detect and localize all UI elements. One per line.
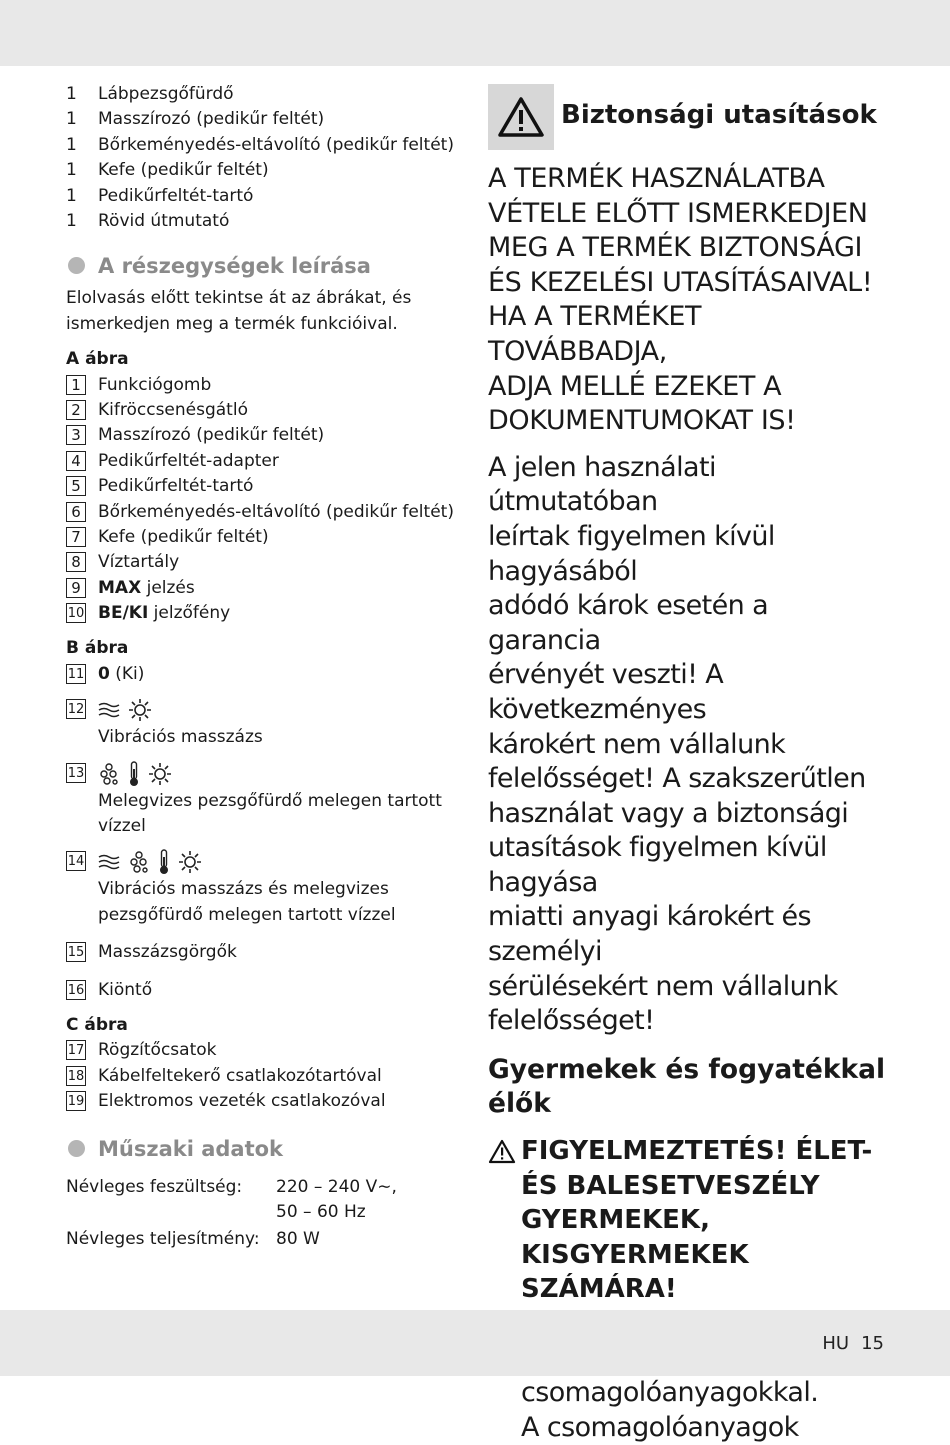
item-number-box: 1: [66, 375, 86, 395]
item-text: [98, 576, 195, 601]
list-item: [66, 695, 446, 725]
notice-line: MEG A TERMÉK BIZTONSÁGI: [488, 232, 863, 264]
list-item: [66, 759, 446, 789]
body-line: A jelen használati útmutatóban: [488, 451, 716, 518]
safety-body: [488, 451, 888, 1039]
item-number-box: 14: [66, 851, 86, 871]
item-number-box: 7: [66, 527, 86, 547]
item-text: Elektromos vezeték csatlakozóval: [98, 1091, 386, 1112]
description-line: Melegvizes pezsgőfürdő melegen tartott: [98, 790, 442, 811]
item-text: Pedikűrfeltét-adapter: [98, 450, 279, 471]
body-line: utasítások figyelmen kívül hagyása: [488, 832, 827, 898]
item-text: Masszírozó (pedikűr feltét): [98, 425, 325, 446]
list-item: [66, 662, 446, 687]
figure-b-label: B ábra: [66, 638, 129, 659]
heading-line: élők: [488, 1088, 551, 1120]
mode-icons: [98, 849, 202, 875]
item-text: Bőrkeményedés-eltávolító (pedikűr feltét): [98, 134, 454, 155]
parts-intro: [66, 286, 446, 337]
tech-specs: [66, 1175, 446, 1253]
list-item: [66, 423, 446, 448]
item-text: Masszázsgörgők: [98, 942, 237, 963]
spec-row: [66, 1175, 446, 1200]
list-item: [66, 500, 454, 525]
item-text: Rögzítőcsatok: [98, 1040, 217, 1061]
item-text: Funkciógomb: [98, 374, 212, 395]
item-number-box: 17: [66, 1040, 86, 1060]
list-item: [66, 373, 446, 398]
body-line: leírtak figyelmen kívül hagyásából: [488, 520, 775, 587]
item-text: Rövid útmutató: [98, 210, 230, 231]
body-line: sérülésekért nem vállalunk: [488, 970, 838, 1002]
body-line: érvényét veszti! A következményes: [488, 659, 724, 725]
children-warning: [488, 1134, 888, 1445]
warning-line: ÉS BALESETVESZÉLY: [521, 1170, 820, 1201]
list-item: [66, 550, 446, 575]
spec-label: Névleges teljesítmény:: [66, 1229, 260, 1250]
mode-icons: [98, 697, 152, 723]
notice-line: ÉS KEZELÉSI UTASÍTÁSAIVAL!: [488, 266, 873, 298]
warning-line: SZÁMÁRA!: [521, 1274, 677, 1305]
right-column: [488, 84, 888, 1445]
warning-icon: [497, 96, 545, 138]
item-text: Kefe (pedikűr feltét): [98, 526, 269, 547]
bubbles-icon: [98, 762, 120, 786]
item-text: Pedikűrfeltét-tartó: [98, 185, 254, 206]
heading-line: Gyermekek és fogyatékkal: [488, 1053, 886, 1085]
light-icon: [128, 698, 152, 722]
item-suffix: jelzés: [141, 577, 195, 598]
list-item: [66, 940, 446, 965]
figure-a-list: [66, 373, 454, 627]
item-text: Pedikűrfeltét-tartó: [98, 476, 254, 497]
mode-icons: [98, 761, 172, 787]
description-line: Vibrációs masszázs és melegvizes: [98, 879, 389, 900]
item-qty: 1: [66, 84, 77, 104]
description-line: vízzel: [98, 816, 146, 837]
footer-band: [0, 1310, 950, 1376]
light-icon: [178, 850, 202, 874]
notice-line: A TERMÉK HASZNÁLATBA: [488, 163, 825, 194]
notice-line: ADJA MELLÉ EZEKET A: [488, 370, 782, 402]
list-item: [66, 398, 446, 423]
warning-line: FIGYELMEZTETÉS! ÉLET-: [521, 1136, 873, 1167]
safety-caps-notice: [488, 162, 888, 439]
item-text: Masszírozó (pedikűr feltét): [98, 109, 325, 130]
item-number-box: 5: [66, 476, 86, 496]
notice-line: VÉTELE ELŐTT ISMERKEDJEN: [488, 197, 868, 229]
safety-title: Biztonsági utasítások: [561, 100, 877, 130]
item-text: Kiöntő: [98, 979, 153, 1000]
body-line: miatti anyagi károkért és személyi: [488, 901, 811, 968]
header-band: [0, 0, 950, 66]
list-item: [66, 1064, 446, 1089]
item-suffix: jelzőfény: [148, 603, 231, 624]
item-number-box: 15: [66, 942, 86, 962]
item-number-box: 9: [66, 578, 86, 598]
list-item: [66, 82, 446, 107]
item-text: Kefe (pedikűr feltét): [98, 160, 269, 181]
vibration-icon: [98, 702, 120, 718]
on-off-label: BE/KI: [98, 603, 149, 624]
list-item: [66, 1089, 446, 1114]
list-item: [66, 209, 446, 234]
spec-value: 80 W: [276, 1229, 320, 1250]
item-qty: 1: [66, 160, 77, 181]
list-item: [66, 1038, 446, 1063]
intro-line: ismerkedjen meg a termék funkcióival.: [66, 313, 398, 334]
section-title: Műszaki adatok: [98, 1136, 284, 1161]
warning-body-line: A csomagolóanyagok: [521, 1411, 799, 1443]
light-icon: [148, 762, 172, 786]
list-item: [66, 184, 446, 209]
item-number-box: 19: [66, 1091, 86, 1111]
list-item: [66, 978, 446, 1003]
item-qty: 1: [66, 109, 77, 130]
item-description: [66, 789, 446, 840]
body-line: károkért nem vállalunk: [488, 728, 786, 760]
parts-section-heading: [66, 248, 446, 284]
off-setting-label: 0: [98, 663, 110, 684]
vibration-icon: [98, 854, 120, 870]
item-text: Bőrkeményedés-eltávolító (pedikűr feltét): [98, 501, 454, 522]
figure-c-label: C ábra: [66, 1015, 128, 1036]
warning-box: [488, 84, 554, 150]
item-number-box: 3: [66, 425, 86, 445]
spec-row: [66, 1227, 446, 1252]
figure-c-list: [66, 1038, 446, 1114]
item-text: Víztartály: [98, 552, 180, 573]
warning-body-line: csomagolóanyagokkal.: [521, 1377, 819, 1409]
item-text: [98, 601, 230, 626]
notice-line: DOKUMENTUMOKAT IS!: [488, 405, 796, 437]
warning-line: GYERMEKEK,: [521, 1205, 710, 1236]
scope-of-delivery-list: [66, 82, 454, 234]
list-item: [66, 576, 446, 601]
item-number-box: 18: [66, 1066, 86, 1086]
section-title: A részegységek leírása: [98, 254, 371, 279]
item-qty: 1: [66, 185, 77, 206]
item-number-box: 10: [66, 603, 86, 623]
thermometer-icon: [158, 849, 170, 875]
item-text: Lábpezsgőfürdő: [98, 84, 234, 104]
list-item: [66, 525, 446, 550]
item-number-box: 6: [66, 502, 86, 522]
list-item: [66, 601, 446, 626]
notice-line: HA A TERMÉKET TOVÁBBADJA,: [488, 301, 702, 367]
tech-section-heading: [66, 1131, 446, 1167]
spec-value: 50 – 60 Hz: [276, 1202, 366, 1222]
list-item: [66, 847, 446, 877]
spec-row: [66, 1200, 446, 1225]
thermometer-icon: [128, 761, 140, 787]
item-text: Kifröccsenésgátló: [98, 399, 248, 420]
item-description: Vibrációs masszázs: [98, 727, 263, 748]
bullet-icon: [68, 257, 85, 274]
bubbles-icon: [128, 850, 150, 874]
item-qty: 1: [66, 134, 77, 155]
item-text: Kábelfeltekerő csatlakozótartóval: [98, 1065, 382, 1086]
item-suffix: (Ki): [109, 663, 145, 684]
warning-icon: [488, 1139, 516, 1164]
list-item: [66, 158, 446, 183]
item-number-box: 12: [66, 699, 86, 719]
spec-label: Névleges feszültség:: [66, 1176, 243, 1197]
warning-line: KISGYERMEKEK: [521, 1239, 749, 1270]
list-item: [66, 449, 446, 474]
body-line: adódó károk esetén a garancia: [488, 590, 769, 656]
page-number: 15: [861, 1333, 884, 1354]
language-code: HU: [822, 1333, 850, 1354]
figure-a-label: A ábra: [66, 349, 129, 370]
item-qty: 1: [66, 210, 77, 231]
figure-b-list: [66, 662, 446, 1003]
list-item: [66, 107, 446, 132]
item-number-box: 13: [66, 763, 86, 783]
item-text: [98, 662, 144, 687]
left-column: [66, 82, 454, 1253]
children-heading: [488, 1053, 888, 1122]
safety-heading: [488, 84, 888, 150]
bullet-icon: [68, 1140, 85, 1157]
intro-line: Elolvasás előtt tekintse át az ábrákat, és: [66, 288, 412, 309]
item-number-box: 8: [66, 552, 86, 572]
max-label: MAX: [98, 577, 142, 598]
body-line: használat vagy a biztonsági: [488, 797, 849, 829]
description-line: pezsgőfürdő melegen tartott vízzel: [98, 904, 396, 925]
warning-title: [521, 1134, 888, 1307]
item-number-box: 16: [66, 980, 86, 1000]
body-line: felelősséget! A szakszerűtlen: [488, 763, 866, 795]
item-description: [66, 877, 446, 928]
page-footer: [810, 1333, 884, 1354]
spec-value: 220 – 240 V∼,: [276, 1176, 397, 1197]
list-item: [66, 133, 454, 158]
item-number-box: 4: [66, 451, 86, 471]
list-item: [66, 474, 446, 499]
body-line: felelősséget!: [488, 1005, 655, 1037]
item-number-box: 2: [66, 400, 86, 420]
item-number-box: 11: [66, 664, 86, 684]
